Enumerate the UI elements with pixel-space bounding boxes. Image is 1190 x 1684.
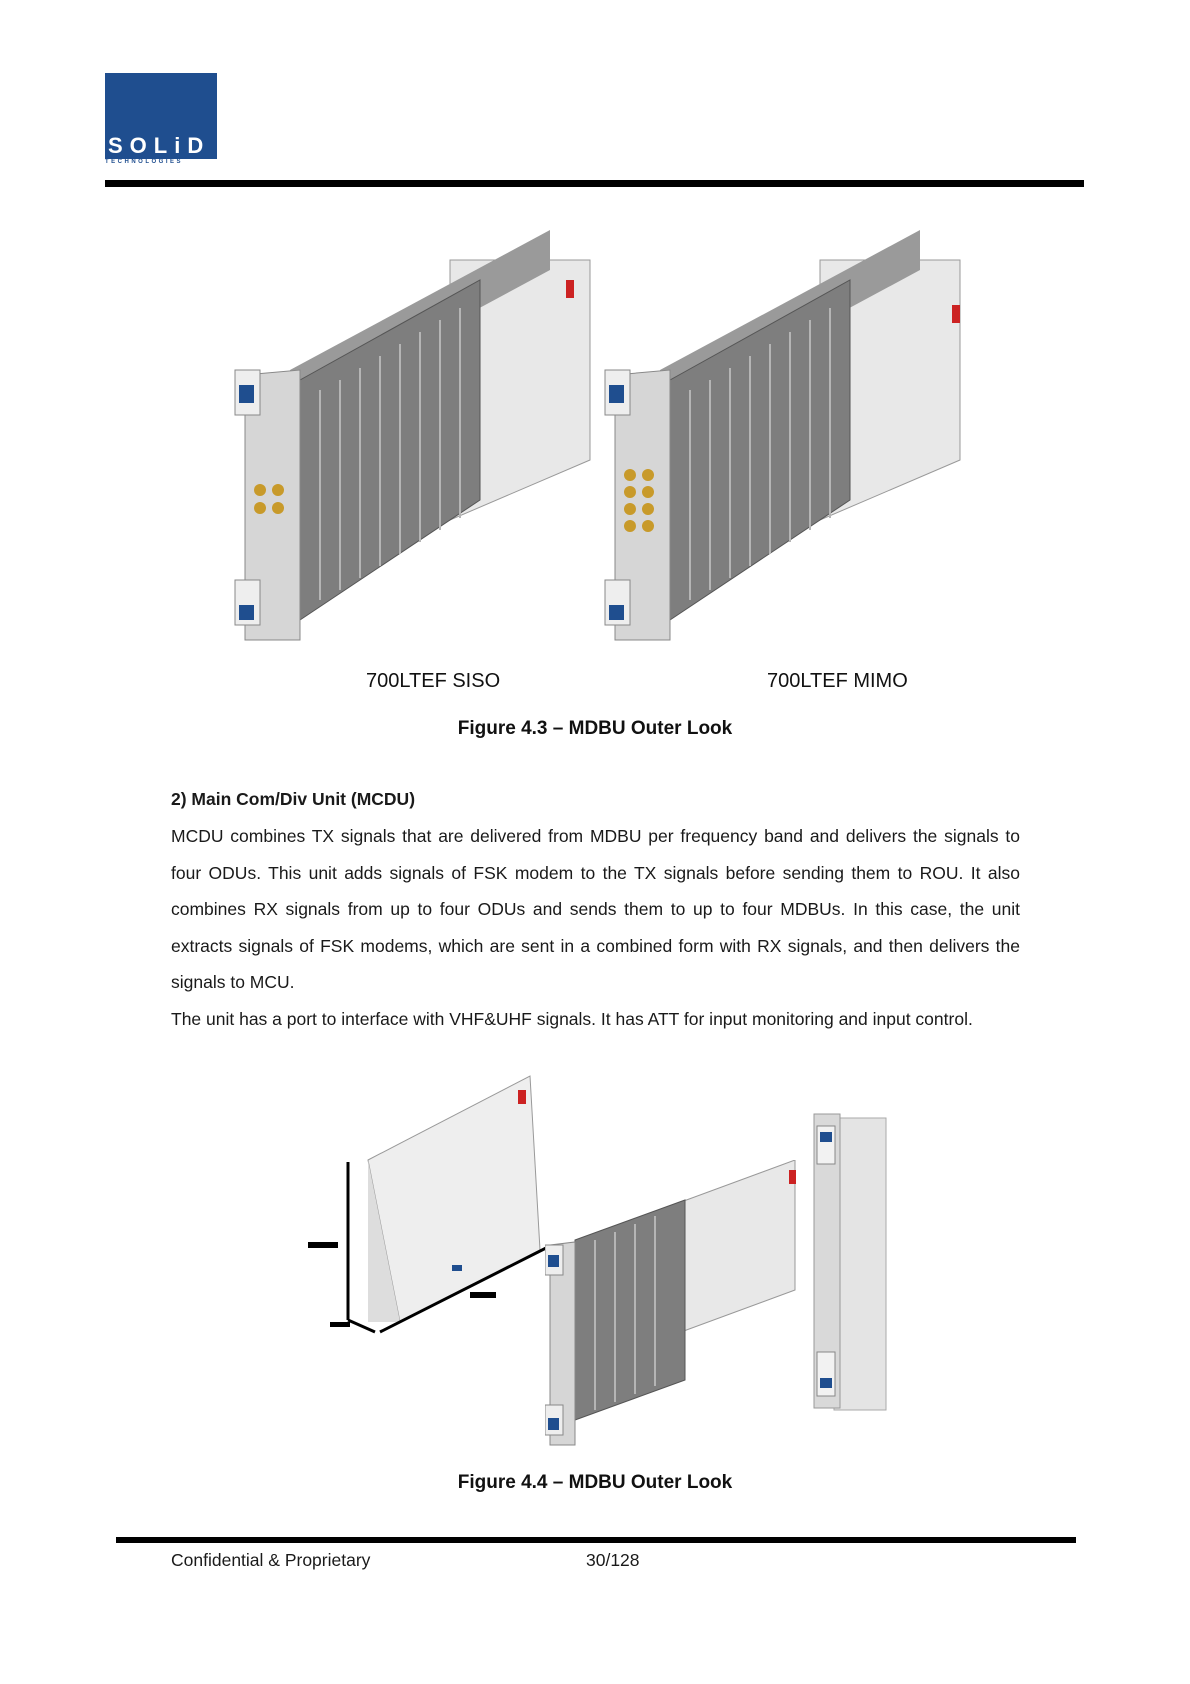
body-paragraph-2: The unit has a port to interface with VHF&UHF signals. It has ATT for input monitoring and input control. <box>171 1009 973 1029</box>
siso-label: 700LTEF SISO <box>366 670 501 692</box>
body-paragraph-1: MCDU combines TX signals that are delivered from MDBU per frequency band and delivers the signals to four ODUs. This unit adds signals of FSK modem to the TX signals before sending them to ROU. It also combines RX signals from up to four ODUs and sends them to up to four MDBUs. In this case, the unit extracts signals of FSK modems, which are sent in a combined form with RX signals, and then delivers the signals to MCU. <box>171 826 1020 992</box>
figure-4-3-caption: Figure 4.3 – MDBU Outer Look <box>457 718 733 739</box>
logo-subtitle: TECHNOLOGIES <box>105 159 184 165</box>
page-number: 30/128 <box>586 1550 640 1570</box>
figure-4-4-caption: Figure 4.4 – MDBU Outer Look <box>457 1472 733 1493</box>
logo-block <box>105 73 217 135</box>
siso-unit-illustration <box>230 220 600 650</box>
footer-confidential: Confidential & Proprietary <box>171 1550 371 1570</box>
company-logo <box>105 73 217 171</box>
mimo-label: 700LTEF MIMO <box>767 670 908 692</box>
section-heading: 2) Main Com/Div Unit (MCDU) <box>171 789 416 809</box>
mimo-unit-illustration <box>600 220 970 650</box>
footer-rule <box>116 1537 1076 1543</box>
header-rule <box>105 180 1084 187</box>
mcdu-side-view-illustration <box>812 1112 892 1412</box>
mcdu-dimension-illustration <box>300 1070 570 1340</box>
logo-name: SOLiD <box>105 133 217 159</box>
mcdu-rack-unit-illustration <box>545 1160 805 1450</box>
